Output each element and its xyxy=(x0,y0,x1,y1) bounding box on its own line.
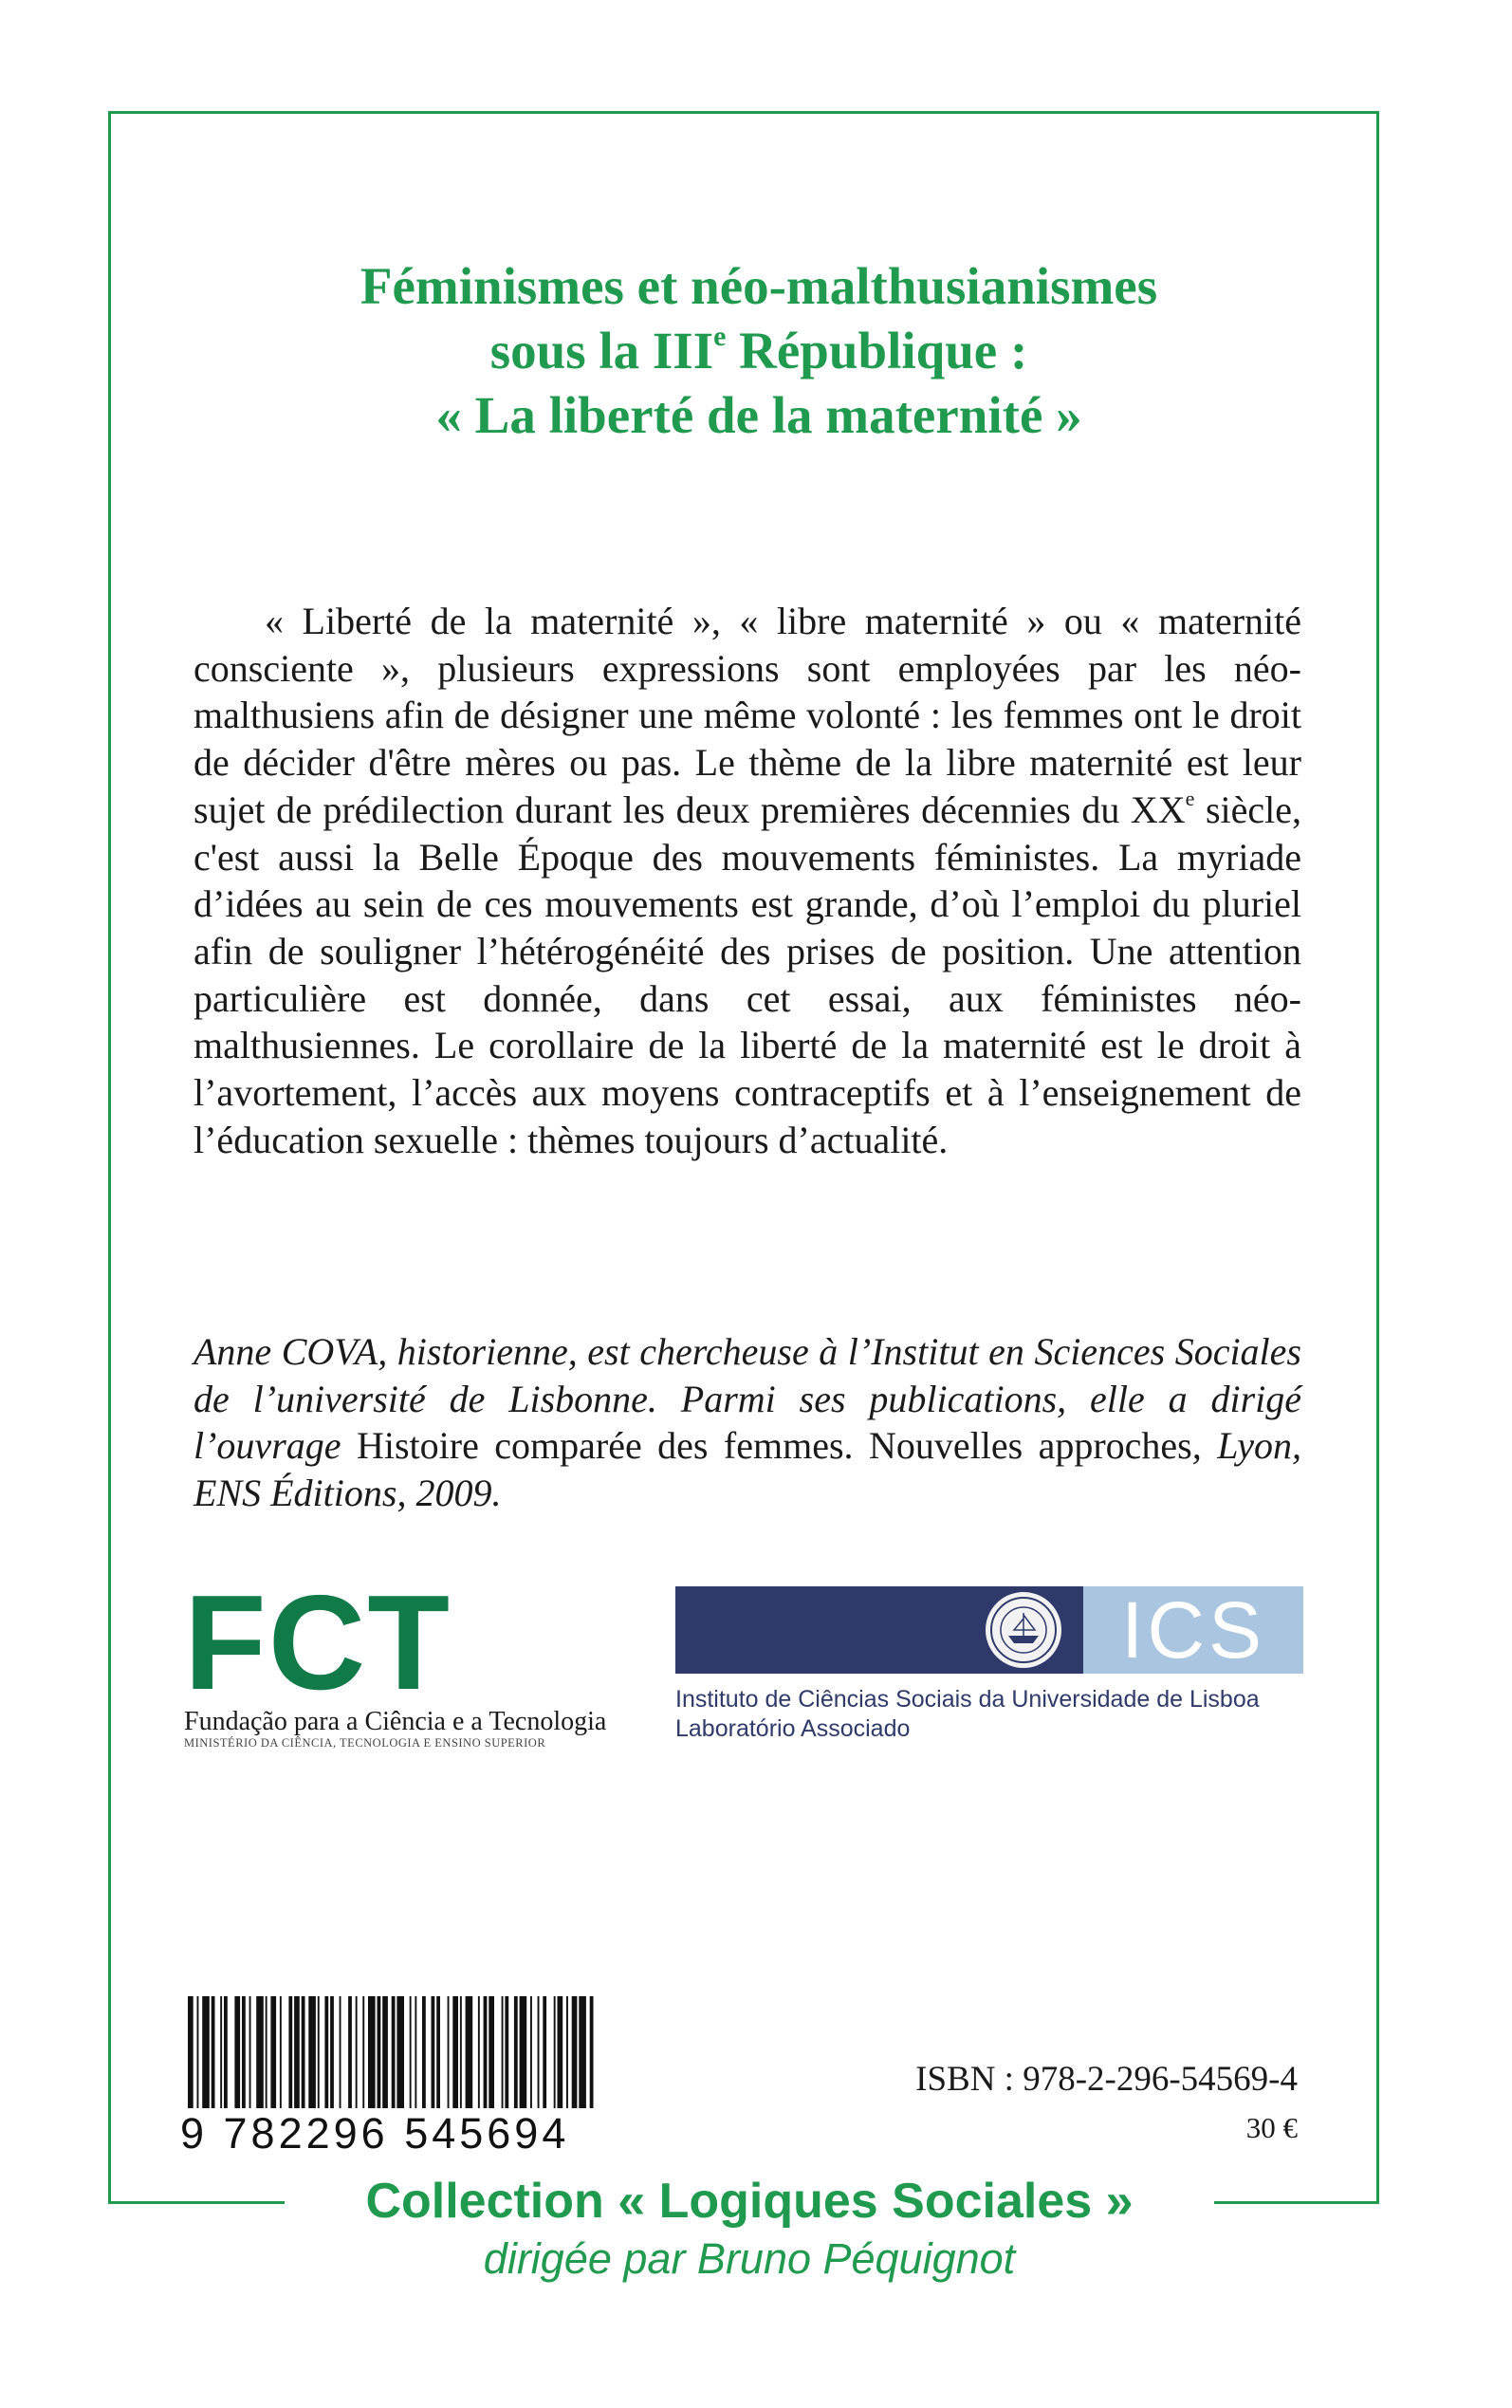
collection-title: Collection « Logiques Sociales » xyxy=(365,2174,1134,2229)
barcode-bar xyxy=(452,1996,458,2108)
barcode-bar xyxy=(266,1996,267,2108)
book-summary xyxy=(194,598,1301,1163)
barcode-bar xyxy=(242,1996,246,2108)
ics-logo-dark-panel xyxy=(675,1586,1083,1674)
fct-logo-name: Fundação para a Ciência e a Tecnologia xyxy=(184,1707,607,1736)
author-book-title: Histoire comparée des femmes. Nouvelles approches xyxy=(356,1424,1192,1467)
barcode-bar xyxy=(478,1996,480,2108)
barcode-bar xyxy=(220,1996,222,2108)
barcode-bar xyxy=(212,1996,215,2108)
barcode-bar xyxy=(410,1996,412,2108)
barcode-bar xyxy=(368,1996,376,2108)
barcode-bar xyxy=(280,1996,282,2108)
author-bio-outro: , Lyon, ENS Éditions, 2009. xyxy=(194,1424,1301,1514)
barcode-bar xyxy=(590,1996,594,2108)
title-superscript: e xyxy=(713,321,727,352)
barcode-bar xyxy=(396,1996,404,2108)
author-bio-intro: Anne COVA, historienne, est chercheuse à l’Institut en Sciences Sociales de l’université de Lisbonne. Parmi ses publications, elle a dirigé l’ouvrage xyxy=(194,1330,1301,1467)
barcode-bar xyxy=(234,1996,240,2108)
fct-logo xyxy=(184,1567,620,1750)
barcode-bar xyxy=(460,1996,462,2108)
barcode-bar xyxy=(543,1996,546,2108)
barcode-bar xyxy=(514,1996,518,2108)
barcode-bar xyxy=(318,1996,320,2108)
barcode-bar xyxy=(502,1996,504,2108)
barcode-bar xyxy=(224,1996,228,2108)
barcode-bar xyxy=(348,1996,352,2108)
barcode-bar xyxy=(197,1996,199,2108)
barcode-bar xyxy=(448,1996,450,2108)
barcode-bar xyxy=(392,1996,396,2108)
barcode-bar xyxy=(558,1996,563,2108)
ics-logo-light-panel xyxy=(1083,1586,1303,1674)
collection-editor: dirigée par Bruno Péquignot xyxy=(483,2234,1016,2283)
ics-caption xyxy=(675,1685,1303,1744)
title-line-2-end: République : xyxy=(726,322,1028,380)
barcode-bar xyxy=(520,1996,527,2108)
barcode-bar xyxy=(489,1996,494,2108)
barcode-bar xyxy=(308,1996,316,2108)
barcode-digits: 9 782296 545694 xyxy=(180,2109,570,2158)
title-line-3: « La liberté de la maternité » xyxy=(435,386,1082,444)
barcode-bar xyxy=(202,1996,210,2108)
summary-part-2: siècle, c'est aussi la Belle Époque des mouvements féministes. La myriade d’idées au sein de ces mouvements est grande, d’où l’emploi du pluriel afin de souligner l’hétérogénéité des prises de position. Une attention particulière est donnée, dans cet essai, aux féministes néo-malthusiennes. Le corollaire de la liberté de la maternité est le droit à l’avortement, l’accès aux moyens contraceptifs et à l’enseignement de l’éducation sexuelle : thèmes toujours d’actualité. xyxy=(194,787,1302,1161)
barcode-bar xyxy=(378,1996,381,2108)
ics-logo-band xyxy=(675,1586,1303,1674)
isbn-number: ISBN : 978-2-296-54569-4 xyxy=(915,2060,1298,2099)
barcode-bar xyxy=(356,1996,358,2108)
summary-superscript: e xyxy=(1185,786,1195,810)
university-seal-icon xyxy=(984,1590,1063,1670)
barcode-bar xyxy=(530,1996,532,2108)
fct-logo-mark: FCT xyxy=(184,1567,452,1718)
book-title xyxy=(133,254,1385,448)
barcode-bar xyxy=(538,1996,540,2108)
barcode-bar xyxy=(330,1996,334,2108)
barcode-bar xyxy=(340,1996,341,2108)
fct-logo-ministry: MINISTÉRIO DA CIÊNCIA, TECNOLOGIA E ENSINO SUPERIOR xyxy=(184,1736,546,1750)
summary-part-1: « Liberté de la maternité », « libre maternité » ou « maternité consciente », plusieurs expressions sont employées par les néo-malthusiens afin de désigner une même volonté : les femmes ont le droit de décider d'être mères ou pas. Le thème de la libre maternité est leur sujet de prédilection durant les deux premières décennies du XX xyxy=(194,600,1301,831)
barcode-bar xyxy=(188,1996,194,2108)
isbn-barcode xyxy=(180,1994,598,2158)
barcode-bar xyxy=(422,1996,426,2108)
barcode-bar xyxy=(294,1996,300,2108)
barcode-bar xyxy=(382,1996,388,2108)
barcode-bar xyxy=(249,1996,251,2108)
title-line-1: Féminismes et néo-malthusianismes xyxy=(360,257,1158,315)
barcode-bar xyxy=(572,1996,578,2108)
barcode-bar xyxy=(432,1996,435,2108)
barcode-bar xyxy=(566,1996,568,2108)
barcode-bar xyxy=(324,1996,328,2108)
ics-letters: ICS xyxy=(1120,1585,1266,1675)
ics-logo xyxy=(675,1586,1303,1748)
barcode-bar xyxy=(579,1996,586,2108)
barcode-bar xyxy=(415,1996,416,2108)
barcode-bars xyxy=(180,1994,598,2110)
author-bio xyxy=(194,1328,1301,1516)
barcode-bar xyxy=(302,1996,305,2108)
title-line-2 xyxy=(133,319,1385,383)
title-line-2-start: sous la III xyxy=(489,322,714,380)
barcode-bar xyxy=(466,1996,473,2108)
price: 30 € xyxy=(1245,2111,1298,2144)
barcode-bar xyxy=(554,1996,556,2108)
barcode-bar xyxy=(436,1996,440,2108)
barcode-bar xyxy=(362,1996,364,2108)
ics-caption-line-1: Instituto de Ciências Sociais da Universidade de Lisboa xyxy=(675,1686,1260,1713)
barcode-bar xyxy=(484,1996,488,2108)
barcode-bar xyxy=(256,1996,264,2108)
barcode-bar xyxy=(505,1996,508,2108)
barcode-bar xyxy=(288,1996,292,2108)
ics-caption-line-2: Laboratório Associado xyxy=(675,1715,911,1742)
barcode-bar xyxy=(270,1996,276,2108)
